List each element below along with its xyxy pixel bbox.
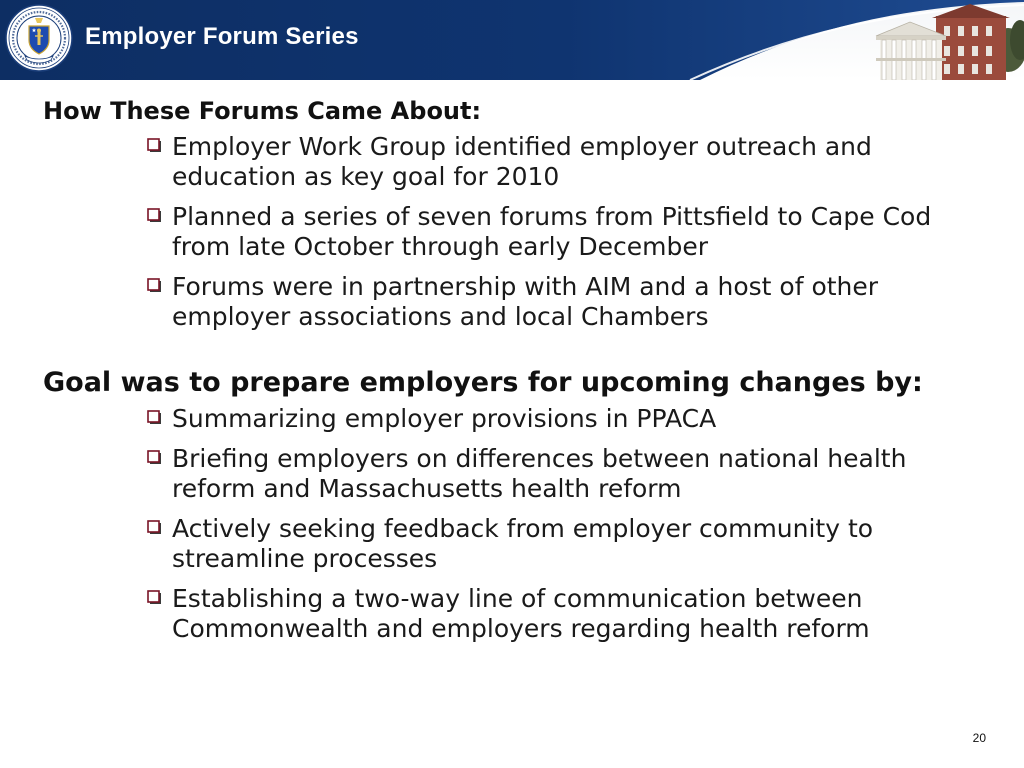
checkbox-bullet-icon (147, 410, 162, 425)
slide-body (0, 90, 1024, 644)
list-item (0, 272, 972, 332)
section-heading-goal: Goal was to prepare employers for upcoming changes by: (43, 367, 923, 398)
section-heading-forums: How These Forums Came About: (43, 97, 482, 125)
bullet-text: Planned a series of seven forums from Pittsfield to Cape Cod from late October through early December (172, 202, 932, 261)
checkbox-bullet-icon (147, 450, 162, 465)
bullet-text: Employer Work Group identified employer outreach and education as key goal for 2010 (172, 132, 872, 191)
bullet-text: Forums were in partnership with AIM and a host of other employer associations and local Chambers (172, 272, 879, 331)
checkbox-bullet-icon (147, 138, 162, 153)
checkbox-bullet-icon (147, 520, 162, 535)
checkbox-bullet-icon (147, 278, 162, 293)
bullet-text: Establishing a two-way line of communication between Commonwealth and employers regarding health reform (172, 584, 870, 643)
bullet-text: Actively seeking feedback from employer community to streamline processes (172, 514, 874, 573)
slide-title: Employer Forum Series (85, 23, 359, 50)
list-item (0, 584, 972, 644)
page-number: 20 (972, 731, 986, 745)
bullet-text: Briefing employers on differences between national health reform and Massachusetts health reform (172, 444, 907, 503)
bullet-list-forums (0, 132, 1024, 332)
list-item (0, 444, 972, 504)
bullet-list-goal (0, 404, 1024, 644)
header-banner (0, 0, 1024, 80)
list-item (0, 514, 972, 574)
statehouse-building-icon (870, 0, 1024, 80)
checkbox-bullet-icon (147, 208, 162, 223)
list-item (0, 202, 972, 262)
massachusetts-seal-icon (5, 4, 73, 72)
list-item (0, 404, 972, 434)
list-item (0, 132, 972, 192)
checkbox-bullet-icon (147, 590, 162, 605)
bullet-text: Summarizing employer provisions in PPACA (172, 404, 717, 433)
